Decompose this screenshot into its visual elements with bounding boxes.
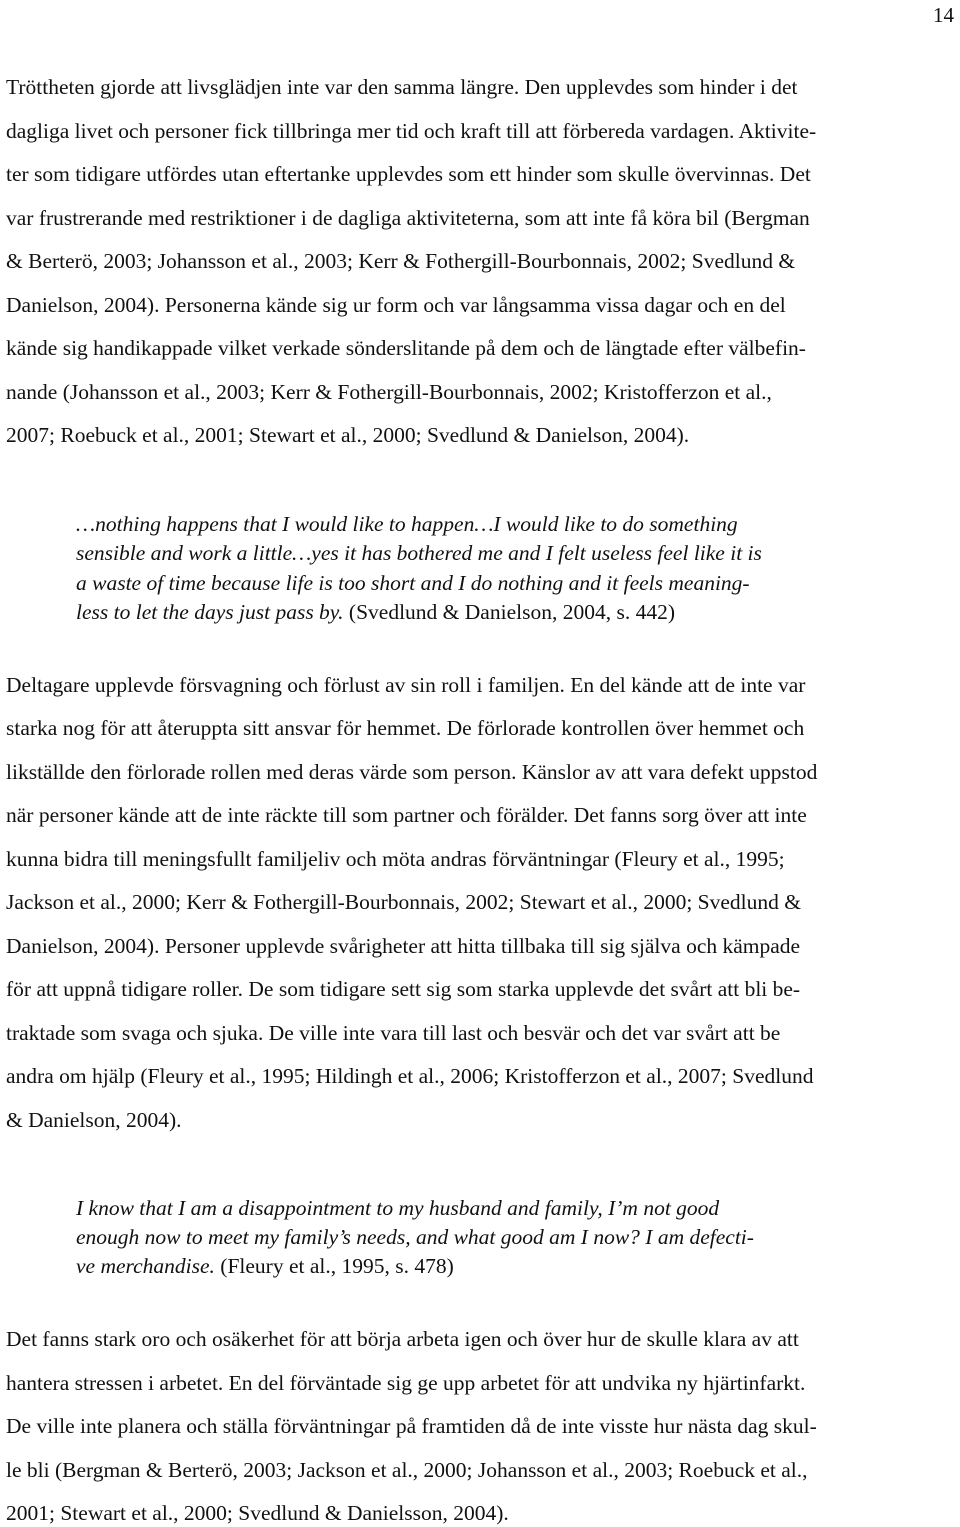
paragraph-line: Danielson, 2004). Personerna kände sig ur form och var långsamma vissa dagar och en del xyxy=(6,293,786,317)
paragraph-line: kände sig handikappade vilket verkade sönderslitande på dem och de längtade efter välbefin- xyxy=(6,336,806,360)
paragraph-line: när personer kände att de inte räckte till som partner och förälder. Det fanns sorg över att inte xyxy=(6,803,807,827)
paragraph-line: andra om hjälp (Fleury et al., 1995; Hildingh et al., 2006; Kristofferzon et al., 2007; Svedlund xyxy=(6,1064,814,1088)
paragraph-line: hantera stressen i arbetet. En del förväntade sig ge upp arbetet för att undvika ny hjärtinfarkt. xyxy=(6,1371,806,1395)
quote-line xyxy=(76,1253,454,1279)
quote-text: enough now to meet my family’s needs, and what good am I now? I am defecti- xyxy=(76,1225,754,1249)
paragraph-line: Danielson, 2004). Personer upplevde svårigheter att hitta tillbaka till sig själva och kämpade xyxy=(6,934,801,958)
paragraph-line: ter som tidigare utfördes utan eftertanke upplevdes som ett hinder som skulle övervinnas. Det xyxy=(6,162,811,186)
paragraph-line: De ville inte planera och ställa förväntningar på framtiden då de inte visste hur nästa dag skul- xyxy=(6,1414,817,1438)
paragraph-line: 2007; Roebuck et al., 2001; Stewart et al., 2000; Svedlund & Danielson, 2004). xyxy=(6,423,690,447)
paragraph-line: starka nog för att återuppta sitt ansvar för hemmet. De förlorade kontrollen över hemmet och xyxy=(6,716,805,740)
quote-line xyxy=(76,511,738,537)
paragraph-line: Tröttheten gjorde att livsglädjen inte var den samma längre. Den upplevdes som hinder i det xyxy=(6,75,798,99)
paragraph-line: le bli (Bergman & Berterö, 2003; Jackson et al., 2000; Johansson et al., 2003; Roebuck et al., xyxy=(6,1458,808,1482)
quote-text: a waste of time because life is too short and I do nothing and it feels meaning- xyxy=(76,571,750,595)
paragraph-line: var frustrerande med restriktioner i de dagliga aktiviteterna, som att inte få köra bil (Bergman xyxy=(6,206,810,230)
quote-text: …nothing happens that I would like to happen…I would like to do something xyxy=(76,512,738,536)
quote-citation: (Fleury et al., 1995, s. 478) xyxy=(214,1254,454,1278)
paragraph-line: Jackson et al., 2000; Kerr & Fothergill-Bourbonnais, 2002; Stewart et al., 2000; Svedlund & xyxy=(6,890,801,914)
quote-line xyxy=(76,1224,754,1250)
quote-citation: (Svedlund & Danielson, 2004, s. 442) xyxy=(343,600,675,624)
paragraph-line: & Danielson, 2004). xyxy=(6,1108,182,1132)
paragraph-line: traktade som svaga och sjuka. De ville inte vara till last och besvär och det var svårt att be xyxy=(6,1021,781,1045)
paragraph-line: Deltagare upplevde försvagning och förlust av sin roll i familjen. En del kände att de inte var xyxy=(6,673,806,697)
paragraph-line: nande (Johansson et al., 2003; Kerr & Fothergill-Bourbonnais, 2002; Kristofferzon et al., xyxy=(6,380,772,404)
page-number: 14 xyxy=(933,3,954,27)
paragraph-line: 2001; Stewart et al., 2000; Svedlund & Danielsson, 2004). xyxy=(6,1501,509,1525)
quote-line xyxy=(76,599,675,625)
paragraph-line: likställde den förlorade rollen med deras värde som person. Känslor av att vara defekt uppstod xyxy=(6,760,818,784)
paragraph-line: för att uppnå tidigare roller. De som tidigare sett sig som starka upplevde det svårt att bli be- xyxy=(6,977,801,1001)
paragraph-line: Det fanns stark oro och osäkerhet för att börja arbeta igen och över hur de skulle klara av att xyxy=(6,1327,799,1351)
quote-text: sensible and work a little…yes it has bothered me and I felt useless feel like it is xyxy=(76,541,762,565)
quote-text: I know that I am a disappointment to my husband and family, I’m not good xyxy=(76,1196,720,1220)
quote-text: less to let the days just pass by. xyxy=(76,600,344,624)
paragraph-line: & Berterö, 2003; Johansson et al., 2003; Kerr & Fothergill-Bourbonnais, 2002; Svedlund & xyxy=(6,249,796,273)
quote-line xyxy=(76,570,750,596)
quote-text: ve merchandise. xyxy=(76,1254,215,1278)
quote-line xyxy=(76,1195,719,1221)
paragraph-line: kunna bidra till meningsfullt familjeliv och möta andras förväntningar (Fleury et al., 1995; xyxy=(6,847,785,871)
quote-line xyxy=(76,540,762,566)
paragraph-line: dagliga livet och personer fick tillbringa mer tid och kraft till att förbereda vardagen. Aktivite- xyxy=(6,119,817,143)
